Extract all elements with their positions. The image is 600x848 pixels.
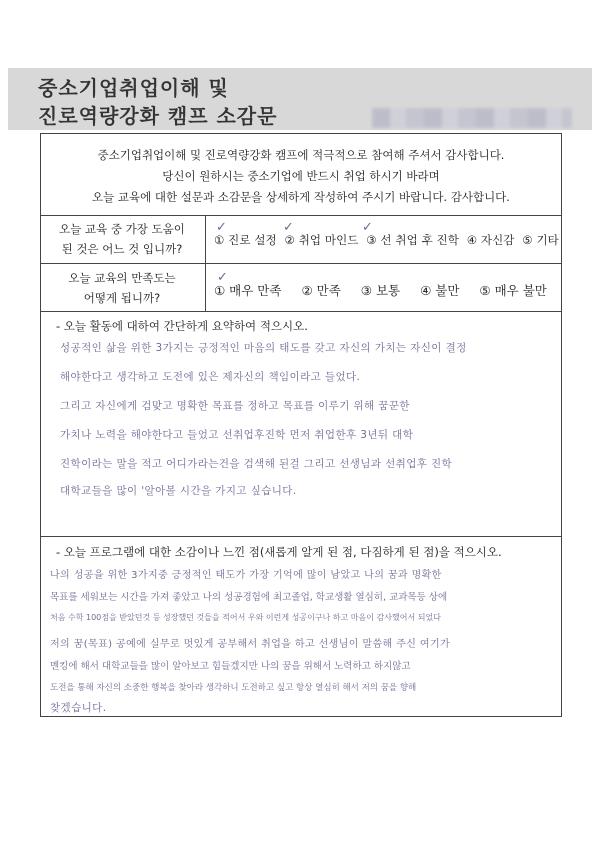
q2-option[interactable]: ⑤ 매우 불만 [479, 283, 547, 298]
handwritten-line: 도전을 통해 자신의 소중한 행복을 찾아라 생각하니 도전하고 싶고 항상 열심히 해서 저의 꿈을 향해 [50, 683, 417, 693]
handwritten-line: 그리고 자신에게 검맞고 명확한 목표를 정하고 목표를 이루기 위해 꿈꾼한 [60, 400, 410, 412]
divider [40, 536, 562, 537]
q2-option[interactable]: ② 만족 [301, 283, 341, 298]
handwritten-line: 나의 성공을 위한 3가지중 긍정적인 태도가 가장 기억에 많이 남았고 나의 꿈과 명확한 [50, 570, 442, 581]
intro-text-2: 당신이 원하시는 중소기업에 반드시 취업 하시기 바라며 [162, 169, 440, 183]
q1-option[interactable]: ⑤ 기타 [522, 233, 559, 247]
redacted-name [372, 108, 572, 128]
q2-option[interactable]: ③ 보통 [360, 283, 401, 298]
q1-option[interactable]: ③ 선 취업 후 진학 [366, 233, 459, 247]
handwritten-line: 대학교들을 많이 '알아볼 시간을 가지고 싶습니다. [60, 485, 297, 497]
divider [40, 311, 562, 312]
q2-label-1: 오늘 교육의 만족도는 [68, 271, 176, 285]
section2-prompt: - 오늘 프로그램에 대한 소감이나 느낀 점(새롭게 알게 된 점, 다짐하게 된 점)을 적으시오. [56, 545, 502, 559]
handwritten-line: 멘킹에 해서 대학교들을 많이 알아보고 힘들겠지만 나의 꿈을 위해서 노력하고 하지않고 [50, 661, 411, 672]
intro-text-1: 중소기업취업이해 및 진로역량강화 캠프에 적극적으로 참여해 주셔서 감사합니다. [97, 148, 505, 162]
handwritten-line: 해야한다고 생각하고 도전에 있은 제자신의 책임이라고 들었다. [60, 371, 361, 383]
handwritten-line: 목표를 세워보는 시간을 가져 좋았고 나의 성공경험에 최고졸업, 학교생활 열심히, 교과목등 상에 [50, 592, 448, 603]
handwritten-line: 진학이라는 말을 적고 어디가라는건을 검색해 된걸 그리고 선생님과 선취업후 진학 [60, 458, 453, 470]
check-mark-icon: ✓ [216, 220, 227, 235]
divider [40, 263, 562, 264]
q1-label-2: 된 것은 어느 것 입니까? [61, 242, 183, 256]
q2-label-2: 어떻게 됩니까? [83, 291, 161, 305]
q2-option[interactable]: ① 매우 만족 [214, 283, 282, 298]
check-mark-icon: ✓ [362, 220, 373, 235]
q1-option[interactable]: ④ 자신감 [466, 233, 515, 247]
q2-option[interactable]: ④ 불만 [420, 283, 460, 298]
q1-options [214, 232, 563, 248]
q2-options [214, 281, 563, 299]
q1-option[interactable]: ② 취업 마인드 [284, 233, 359, 247]
column-divider [205, 215, 206, 311]
q1-label-1: 오늘 교육 중 가장 도움이 [59, 222, 185, 236]
handwritten-line: 찾겠습니다. [50, 702, 107, 714]
q1-option[interactable]: ① 진로 설정 [214, 233, 277, 247]
handwritten-line: 저의 꿈(목표) 공예에 실무로 멋있게 공부해서 취업을 하고 선생님이 말씀해 주신 여기가 [50, 639, 451, 650]
handwritten-line: 처음 수학 100점을 받았던것 등 성장했던 것들을 적어서 우와 이런게 성공이구나 하고 마음이 감사했어서 되었다 [50, 613, 441, 622]
check-mark-icon: ✓ [217, 270, 228, 285]
section1-prompt: - 오늘 활동에 대하여 간단하게 요약하여 적으시오. [56, 319, 308, 333]
handwritten-line: 성공적인 삶을 위한 3가지는 긍정적인 마음의 태도를 갖고 자신의 가치는 자신이 결정 [60, 342, 467, 354]
intro-text-3: 오늘 교육에 대한 설문과 소감문을 상세하게 작성하여 주시기 바랍니다. 감사합니다. [92, 190, 510, 204]
check-mark-icon: ✓ [283, 220, 294, 235]
page-title-line-1: 중소기업취업이해 및 [38, 76, 229, 100]
divider [40, 215, 562, 216]
page-title-line-2: 진로역량강화 캠프 소감문 [38, 104, 278, 128]
handwritten-line: 가치나 노력을 해야한다고 들었고 선취업후진학 먼저 취업한후 3년뒤 대학 [60, 429, 414, 441]
